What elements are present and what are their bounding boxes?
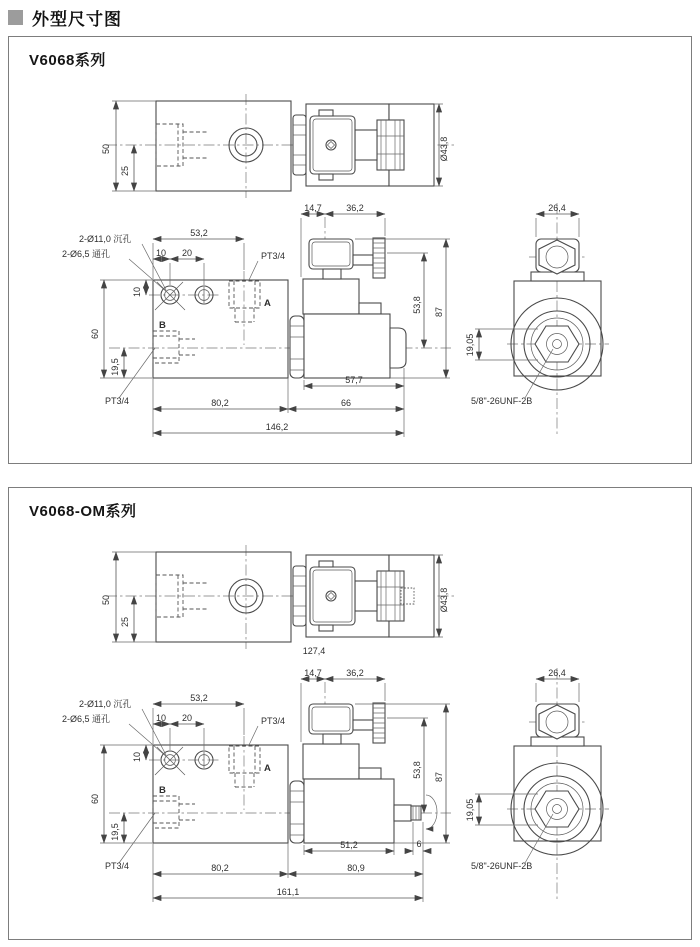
page-header [8, 5, 122, 30]
page-title: 外型尺寸图 [32, 10, 122, 29]
neck-top [355, 130, 377, 160]
panel1-title: V6068系列 [29, 52, 106, 69]
dim-10-top: 10 [155, 248, 167, 258]
dim-146-2: 146,2 [265, 422, 289, 432]
armature-tube [303, 279, 359, 314]
dim-87: 87 [434, 306, 444, 318]
manual-override-stem [394, 805, 411, 821]
header-bullet-square [8, 10, 23, 25]
dim-19-05: 19,05 [465, 798, 475, 822]
panel-v6068-om [8, 487, 692, 940]
dim-25: 25 [120, 165, 130, 177]
leader-lines [119, 244, 258, 398]
label-pt34-a: PT3/4 [261, 716, 286, 726]
ring-nut-front [290, 316, 304, 378]
din-connector-top [310, 116, 355, 174]
dim-53-2: 53,2 [190, 693, 208, 703]
dim-51-2: 51,2 [340, 840, 358, 850]
dim-57-7: 57,7 [345, 375, 363, 385]
dim-19-5: 19,5 [110, 823, 120, 841]
dim-10-left: 10 [132, 286, 142, 298]
dim-20: 20 [181, 713, 193, 723]
dim-60: 60 [90, 793, 100, 805]
dim-14-7: 14,7 [304, 668, 322, 678]
label-port-b: B [159, 785, 166, 796]
dim-dia-43-8: Ø43,8 [439, 587, 449, 613]
label-thread-unf: 5/8"-26UNF-2B [471, 861, 533, 871]
label-port-a: A [264, 763, 271, 774]
dim-127-4: 127,4 [302, 646, 326, 656]
ring-nut-top [293, 566, 306, 626]
dim-80-2: 80,2 [211, 398, 229, 408]
dim-14-7: 14,7 [304, 203, 322, 213]
dim-60: 60 [90, 328, 100, 340]
coil-front [304, 314, 390, 378]
dim-53-2: 53,2 [190, 228, 208, 238]
end-cap-front [390, 328, 406, 368]
dim-10-left: 10 [132, 751, 142, 763]
panel2-side-view [465, 668, 609, 900]
armature-tube [303, 744, 359, 779]
din-connector-top [310, 567, 355, 625]
dim-50: 50 [101, 594, 111, 606]
dim-80-9: 80,9 [347, 863, 365, 873]
dim-36-2: 36,2 [346, 668, 364, 678]
label-through-hole: 2-Ø6,5 通孔 [62, 714, 111, 724]
panel1-top-view [101, 94, 455, 198]
dim-26-4: 26,4 [548, 203, 566, 213]
dim-53-8: 53,8 [412, 296, 422, 314]
dim-87: 87 [434, 771, 444, 783]
dim-20: 20 [181, 248, 193, 258]
panel-v6068 [8, 36, 692, 464]
dim-25: 25 [120, 616, 130, 628]
label-counterbore: 2-Ø11,0 沉孔 [79, 699, 132, 709]
coil-front [304, 779, 394, 843]
din-connector-front [309, 239, 353, 269]
dim-10-top: 10 [155, 713, 167, 723]
ring-nut-top [293, 115, 306, 175]
label-port-a: A [264, 298, 271, 309]
valve-body-top [156, 552, 291, 642]
label-port-b: B [159, 320, 166, 331]
panel2-top-view [101, 545, 455, 656]
gland-neck [353, 255, 373, 265]
dim-53-8: 53,8 [412, 761, 422, 779]
din-connector-front [309, 704, 353, 734]
rotation-arrow [426, 795, 437, 829]
dim-80-2: 80,2 [211, 863, 229, 873]
label-thread-unf: 5/8"-26UNF-2B [471, 396, 533, 406]
ring-nut-front [290, 781, 304, 843]
dim-36-2: 36,2 [346, 203, 364, 213]
label-pt34-a: PT3/4 [261, 251, 286, 261]
panel2-title: V6068-OM系列 [29, 503, 137, 520]
hex-nut-center [535, 791, 579, 827]
dim-161-1: 161,1 [276, 887, 300, 897]
panel1-front-view [62, 203, 451, 437]
dim-dia-43-8: Ø43,8 [439, 136, 449, 162]
panel2-front-view [62, 668, 451, 902]
dim-6: 6 [416, 839, 422, 849]
valve-body-top [156, 101, 291, 191]
label-through-hole: 2-Ø6,5 通孔 [62, 249, 111, 259]
label-counterbore: 2-Ø11,0 沉孔 [79, 234, 132, 244]
dim-50: 50 [101, 143, 111, 155]
dim-19-5: 19,5 [110, 358, 120, 376]
dim-19-05: 19,05 [465, 333, 475, 357]
panel2-drawing [9, 488, 691, 939]
dim-66: 66 [340, 398, 352, 408]
panel1-drawing [9, 37, 691, 463]
label-pt34-b: PT3/4 [105, 396, 130, 406]
panel1-side-view [465, 203, 609, 435]
dim-26-4: 26,4 [548, 668, 566, 678]
label-pt34-b: PT3/4 [105, 861, 130, 871]
hex-nut-center [535, 326, 579, 362]
